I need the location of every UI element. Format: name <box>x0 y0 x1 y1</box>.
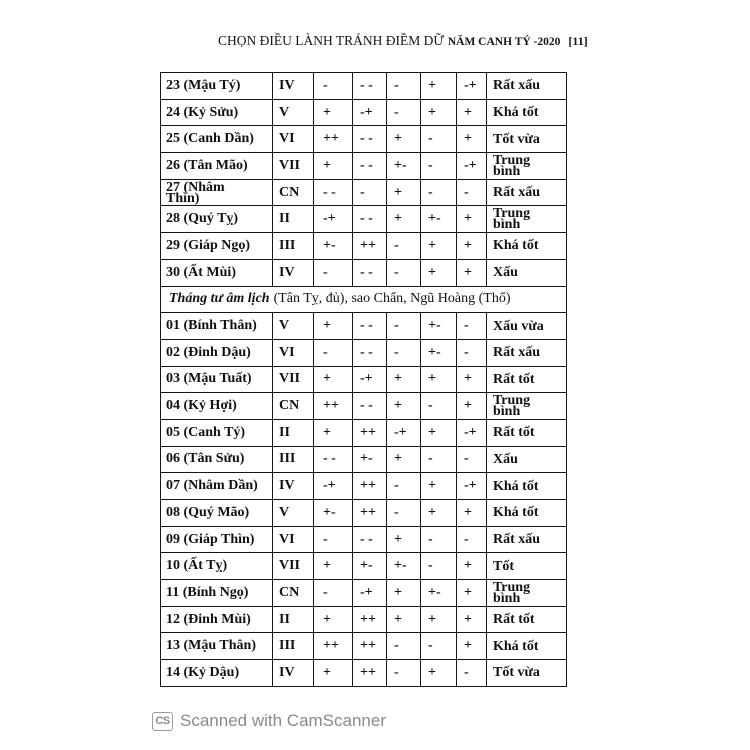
mark-cell: +- <box>387 153 421 180</box>
day-cell: 30 (Ất Mùi) <box>161 259 273 286</box>
day-cell: 04 (Kỷ Hợi) <box>161 393 273 420</box>
verdict-cell: Rất tốt <box>487 606 567 633</box>
weekday-cell: III <box>273 633 314 660</box>
mark-cell: + <box>457 366 487 393</box>
table-row <box>161 526 567 553</box>
mark-cell: - <box>314 339 353 366</box>
mark-cell: + <box>421 419 457 446</box>
mark-cell: + <box>387 526 421 553</box>
weekday-cell: VII <box>273 366 314 393</box>
mark-cell: +- <box>314 500 353 527</box>
mark-cell: + <box>314 313 353 340</box>
weekday-cell: VI <box>273 526 314 553</box>
day-cell: 28 (Quý Tỵ) <box>161 206 273 233</box>
verdict-cell: Xấu <box>487 259 567 286</box>
verdict-cell: Trung bình <box>487 153 567 180</box>
mark-cell: ++ <box>353 419 387 446</box>
mark-cell: - <box>314 580 353 607</box>
day-cell: 05 (Canh Tý) <box>161 419 273 446</box>
mark-cell: ++ <box>353 473 387 500</box>
weekday-cell: V <box>273 500 314 527</box>
mark-cell: - <box>387 633 421 660</box>
mark-cell: +- <box>421 206 457 233</box>
mark-cell: + <box>314 553 353 580</box>
mark-cell: - <box>314 259 353 286</box>
mark-cell: -+ <box>457 73 487 100</box>
mark-cell: ++ <box>353 633 387 660</box>
mark-cell: +- <box>314 233 353 260</box>
almanac-table <box>160 72 567 687</box>
weekday-cell: V <box>273 99 314 126</box>
weekday-cell: CN <box>273 393 314 420</box>
mark-cell: - <box>421 553 457 580</box>
mark-cell: + <box>387 580 421 607</box>
table-row <box>161 633 567 660</box>
table-row <box>161 580 567 607</box>
mark-cell: + <box>457 606 487 633</box>
header-title: CHỌN ĐIỀU LÀNH TRÁNH ĐIỀM DỮ <box>218 33 444 48</box>
day-cell: 23 (Mậu Tý) <box>161 73 273 100</box>
mark-cell: + <box>457 206 487 233</box>
weekday-cell: IV <box>273 473 314 500</box>
mark-cell: - <box>421 153 457 180</box>
mark-cell: - <box>421 446 457 473</box>
mark-cell: + <box>457 99 487 126</box>
mark-cell: + <box>314 366 353 393</box>
table-row <box>161 206 567 233</box>
mark-cell: - - <box>353 126 387 153</box>
mark-cell: + <box>314 99 353 126</box>
mark-cell: + <box>457 393 487 420</box>
current-month-rows <box>161 313 567 687</box>
mark-cell: -+ <box>314 473 353 500</box>
mark-cell: + <box>457 553 487 580</box>
day-cell: 29 (Giáp Ngọ) <box>161 233 273 260</box>
mark-cell: +- <box>421 339 457 366</box>
month-section-cell <box>161 286 567 313</box>
mark-cell: -+ <box>387 419 421 446</box>
camscanner-watermark-text: Scanned with CamScanner <box>180 711 387 730</box>
mark-cell: - - <box>314 446 353 473</box>
mark-cell: + <box>421 259 457 286</box>
mark-cell: - <box>387 660 421 687</box>
verdict-cell: Rất xấu <box>487 339 567 366</box>
verdict-cell: Khá tốt <box>487 233 567 260</box>
mark-cell: - <box>314 73 353 100</box>
mark-cell: - - <box>353 339 387 366</box>
table-row <box>161 339 567 366</box>
day-cell: 13 (Mậu Thân) <box>161 633 273 660</box>
mark-cell: - <box>421 526 457 553</box>
verdict-cell: Khá tốt <box>487 473 567 500</box>
weekday-cell: IV <box>273 660 314 687</box>
mark-cell: - - <box>314 179 353 206</box>
table-row <box>161 233 567 260</box>
mark-cell: - <box>387 500 421 527</box>
table-row <box>161 366 567 393</box>
mark-cell: - <box>421 633 457 660</box>
mark-cell: -+ <box>314 206 353 233</box>
mark-cell: + <box>387 179 421 206</box>
running-header <box>218 33 588 50</box>
weekday-cell: IV <box>273 259 314 286</box>
weekday-cell: IV <box>273 73 314 100</box>
month-section-row <box>161 286 567 313</box>
mark-cell: - <box>353 179 387 206</box>
mark-cell: - <box>457 313 487 340</box>
mark-cell: - <box>457 660 487 687</box>
mark-cell: + <box>457 580 487 607</box>
mark-cell: + <box>457 500 487 527</box>
mark-cell: ++ <box>353 500 387 527</box>
table-row <box>161 126 567 153</box>
mark-cell: - - <box>353 206 387 233</box>
camscanner-logo: CS <box>152 712 173 731</box>
table-row <box>161 660 567 687</box>
mark-cell: -+ <box>353 99 387 126</box>
weekday-cell: II <box>273 206 314 233</box>
weekday-cell: III <box>273 446 314 473</box>
day-cell: 08 (Quý Mão) <box>161 500 273 527</box>
table-row <box>161 473 567 500</box>
mark-cell: +- <box>353 446 387 473</box>
mark-cell: + <box>314 153 353 180</box>
mark-cell: - <box>387 473 421 500</box>
day-cell: 26 (Tân Mão) <box>161 153 273 180</box>
mark-cell: ++ <box>353 660 387 687</box>
mark-cell: - <box>421 393 457 420</box>
mark-cell: + <box>387 366 421 393</box>
day-cell: 27 (Nhâm Thìn) <box>161 179 273 206</box>
mark-cell: - - <box>353 393 387 420</box>
weekday-cell: CN <box>273 580 314 607</box>
verdict-cell: Trung bình <box>487 393 567 420</box>
mark-cell: - <box>314 526 353 553</box>
mark-cell: - <box>387 233 421 260</box>
day-cell: 09 (Giáp Thìn) <box>161 526 273 553</box>
mark-cell: - <box>387 73 421 100</box>
mark-cell: -+ <box>457 473 487 500</box>
mark-cell: -+ <box>457 419 487 446</box>
month-section-detail: (Tân Tỵ, đủ), sao Chẩn, Ngũ Hoàng (Thổ) <box>273 291 511 307</box>
verdict-cell: Xấu <box>487 446 567 473</box>
verdict-cell: Tốt vừa <box>487 126 567 153</box>
verdict-cell: Rất tốt <box>487 419 567 446</box>
mark-cell: - - <box>353 73 387 100</box>
verdict-cell: Khá tốt <box>487 99 567 126</box>
verdict-cell: Rất xấu <box>487 526 567 553</box>
day-cell: 10 (Ất Tỵ) <box>161 553 273 580</box>
mark-cell: + <box>314 660 353 687</box>
mark-cell: + <box>387 393 421 420</box>
mark-cell: - <box>421 179 457 206</box>
mark-cell: + <box>457 233 487 260</box>
verdict-cell: Xấu vừa <box>487 313 567 340</box>
weekday-cell: VI <box>273 126 314 153</box>
table-row <box>161 553 567 580</box>
mark-cell: - - <box>353 259 387 286</box>
mark-cell: + <box>457 126 487 153</box>
mark-cell: - <box>457 446 487 473</box>
mark-cell: + <box>421 73 457 100</box>
weekday-cell: VII <box>273 553 314 580</box>
mark-cell: + <box>387 446 421 473</box>
table-row <box>161 259 567 286</box>
table-row <box>161 153 567 180</box>
header-title-year: NĂM CANH TÝ -2020 <box>447 36 561 48</box>
verdict-cell: Rất xấu <box>487 73 567 100</box>
verdict-cell: Tốt vừa <box>487 660 567 687</box>
mark-cell: + <box>421 606 457 633</box>
mark-cell: - <box>457 179 487 206</box>
weekday-cell: CN <box>273 179 314 206</box>
month-section-title: Tháng tư âm lịch <box>169 291 270 307</box>
mark-cell: +- <box>421 313 457 340</box>
day-cell: 12 (Đinh Mùi) <box>161 606 273 633</box>
mark-cell: + <box>314 419 353 446</box>
mark-cell: + <box>421 99 457 126</box>
weekday-cell: II <box>273 419 314 446</box>
day-cell: 01 (Bính Thân) <box>161 313 273 340</box>
mark-cell: ++ <box>314 393 353 420</box>
mark-cell: + <box>421 233 457 260</box>
day-cell: 02 (Đinh Dậu) <box>161 339 273 366</box>
mark-cell: - <box>457 526 487 553</box>
mark-cell: + <box>421 660 457 687</box>
table-row <box>161 179 567 206</box>
mark-cell: + <box>387 606 421 633</box>
day-cell: 07 (Nhâm Dần) <box>161 473 273 500</box>
table-row <box>161 419 567 446</box>
day-cell: 11 (Bính Ngọ) <box>161 580 273 607</box>
verdict-cell: Tốt <box>487 553 567 580</box>
day-cell: 03 (Mậu Tuất) <box>161 366 273 393</box>
mark-cell: - - <box>353 526 387 553</box>
mark-cell: + <box>421 366 457 393</box>
day-cell: 24 (Kỷ Sửu) <box>161 99 273 126</box>
mark-cell: - <box>387 339 421 366</box>
day-cell: 25 (Canh Dần) <box>161 126 273 153</box>
verdict-cell: Khá tốt <box>487 633 567 660</box>
page-number: [11] <box>568 34 588 48</box>
weekday-cell: III <box>273 233 314 260</box>
verdict-cell: Khá tốt <box>487 500 567 527</box>
table-row <box>161 606 567 633</box>
previous-month-rows <box>161 73 567 287</box>
mark-cell: - - <box>353 153 387 180</box>
table-row <box>161 99 567 126</box>
weekday-cell: VII <box>273 153 314 180</box>
weekday-cell: V <box>273 313 314 340</box>
mark-cell: + <box>387 126 421 153</box>
table-row <box>161 500 567 527</box>
verdict-cell: Rất tốt <box>487 366 567 393</box>
mark-cell: - <box>387 313 421 340</box>
mark-cell: - <box>387 259 421 286</box>
mark-cell: + <box>421 500 457 527</box>
mark-cell: ++ <box>353 606 387 633</box>
weekday-cell: II <box>273 606 314 633</box>
mark-cell: - <box>457 339 487 366</box>
mark-cell: +- <box>421 580 457 607</box>
mark-cell: -+ <box>457 153 487 180</box>
mark-cell: + <box>457 633 487 660</box>
table-row <box>161 73 567 100</box>
verdict-cell: Rất xấu <box>487 179 567 206</box>
mark-cell: - <box>387 99 421 126</box>
mark-cell: -+ <box>353 580 387 607</box>
month-section <box>161 286 567 313</box>
mark-cell: -+ <box>353 366 387 393</box>
day-cell: 14 (Kỷ Dậu) <box>161 660 273 687</box>
mark-cell: ++ <box>314 126 353 153</box>
mark-cell: + <box>457 259 487 286</box>
table-row <box>161 393 567 420</box>
mark-cell: + <box>387 206 421 233</box>
mark-cell: - - <box>353 313 387 340</box>
mark-cell: +- <box>387 553 421 580</box>
day-cell: 06 (Tân Sửu) <box>161 446 273 473</box>
table-row <box>161 446 567 473</box>
mark-cell: ++ <box>314 633 353 660</box>
verdict-cell: Trung bình <box>487 580 567 607</box>
mark-cell: +- <box>353 553 387 580</box>
table-row <box>161 313 567 340</box>
mark-cell: + <box>421 473 457 500</box>
mark-cell: + <box>314 606 353 633</box>
weekday-cell: VI <box>273 339 314 366</box>
verdict-cell: Trung bình <box>487 206 567 233</box>
mark-cell: - <box>421 126 457 153</box>
mark-cell: ++ <box>353 233 387 260</box>
